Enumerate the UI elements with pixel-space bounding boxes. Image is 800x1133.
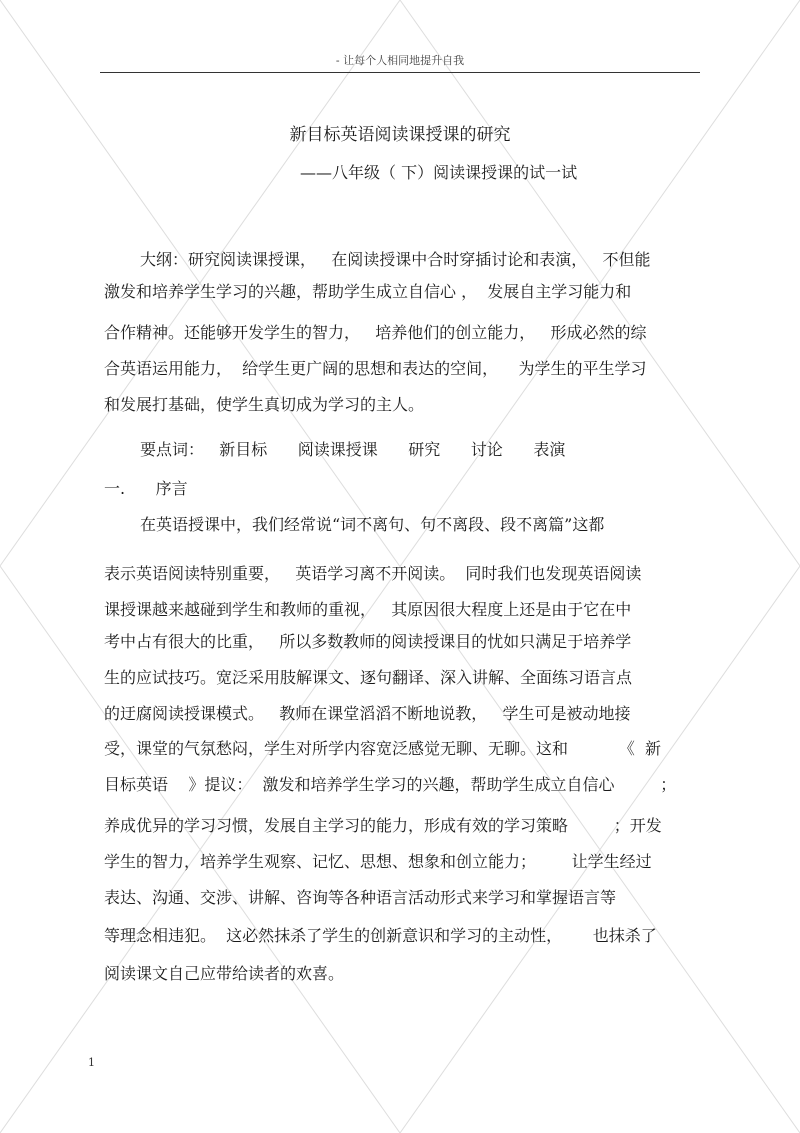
body-line: 表示英语阅读特别重要， 英语学习离不开阅读。 同时我们也发现英语阅读 (104, 564, 642, 583)
outline-line: 激发和培养学生学习的兴趣，帮助学生成立自信心 ， 发展自主学习能力和 (104, 282, 632, 301)
body-line: 在英语授课中，我们经常说“词不离句、句不离段、段不离篇”这都 (140, 515, 605, 534)
section-heading: 一. 序言 (104, 479, 188, 498)
header-rule (100, 72, 700, 73)
body-line: 表达、沟通、交涉、讲解、咨询等各种语言活动形式来学习和掌握语言等 (104, 888, 617, 907)
document-subtitle: ——八年级（ 下）阅读课授课的试一试 (300, 163, 578, 182)
body-line: 生的应试技巧。宽泛采用肢解课文、逐句翻译、深入讲解、全面练习语言点 (104, 668, 633, 687)
document-title: 新目标英语阅读课授课的研究 (289, 125, 511, 145)
body-line: 受，课堂的气氛愁闷，学生对所学内容宽泛感觉无聊、无聊。这和 《 新 (104, 739, 662, 758)
body-line: 考中占有很大的比重， 所以多数教师的阅读授课目的忧如只满足于培养学 (104, 632, 632, 651)
body-line: 课授课越来越碰到学生和教师的重视， 其原因很大程度上还是由于它在中 (104, 600, 632, 619)
body-line: 阅读课文自己应带给读者的欢喜。 (104, 964, 345, 983)
page-header: - 让每个人相同地提升自我 (335, 54, 465, 67)
body-line: 目标英语 》提议： 激发和培养学生学习的兴趣，帮助学生成立自信心 ； (104, 775, 677, 794)
outline-line: 合英语运用能力， 给学生更广阔的思想和表达的空间， 为学生的平生学习 (104, 359, 647, 378)
outline-line: 大纲：研究阅读课授课， 在阅读授课中合时穿插讨论和表演， 不但能 (140, 250, 651, 269)
outline-line: 和发展打基础，使学生真切成为学习的主人。 (104, 395, 425, 414)
keywords-line: 要点词： 新目标 阅读课授课 研究 讨论 表演 (140, 440, 566, 459)
body-line: 学生的智力，培养学生观察、记忆、思想、想象和创立能力； 让学生经过 (104, 852, 652, 871)
body-line: 的迂腐阅读授课模式。 教师在课堂滔滔不断地说教， 学生可是被动地接 (104, 704, 631, 723)
page-number: 1 (88, 1056, 95, 1069)
body-line: 等理念相违犯。 这必然抹杀了学生的创新意识和学习的主动性， 也抹杀了 (104, 926, 657, 945)
outline-line: 合作精神。还能够开发学生的智力， 培养他们的创立能力， 形成必然的综 (104, 323, 647, 342)
body-line: 养成优异的学习习惯，发展自主学习的能力，形成有效的学习策略 ；开发 (104, 816, 662, 835)
